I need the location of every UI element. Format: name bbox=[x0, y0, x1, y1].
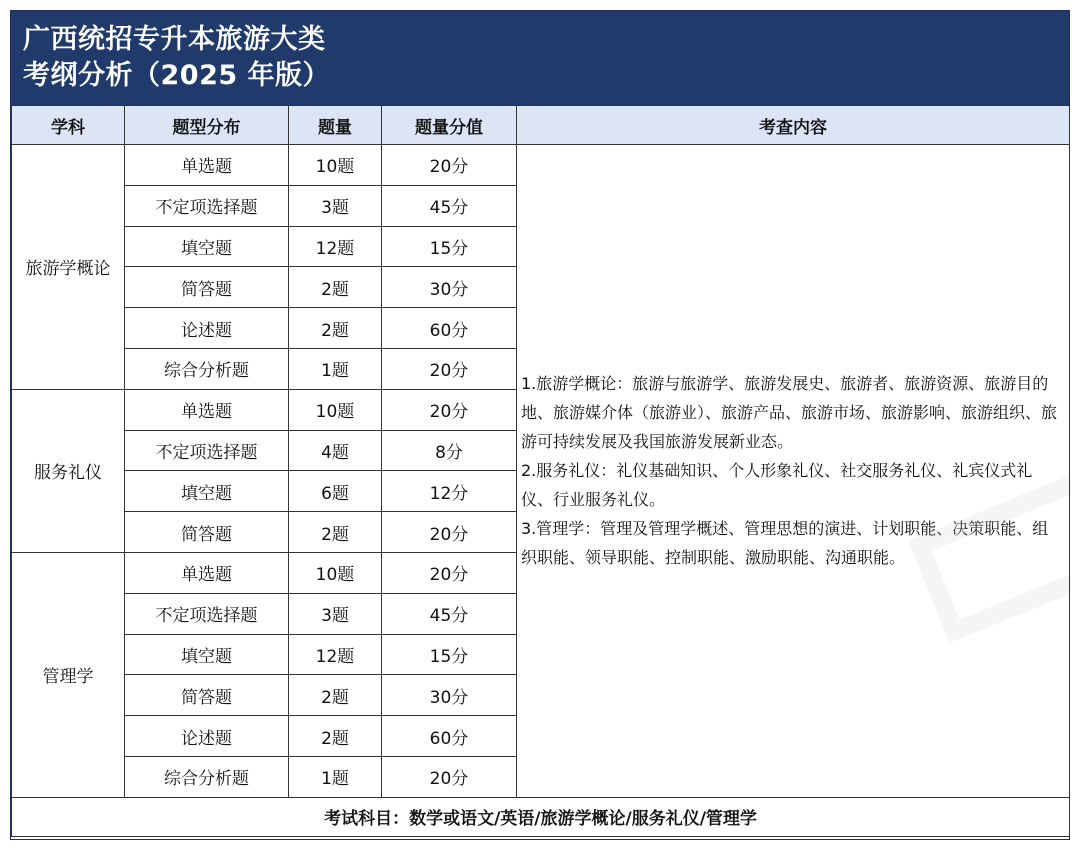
count-cell: 1题 bbox=[289, 756, 382, 797]
header-subject: 学科 bbox=[12, 106, 125, 145]
exam-outline-table bbox=[11, 105, 1070, 837]
content-paragraph-etiquette: 2.服务礼仪：礼仪基础知识、个人形象礼仪、社交服务礼仪、礼宾仪式礼仪、行业服务礼仪。 bbox=[521, 461, 1033, 510]
content-paragraph-tourism: 1.旅游学概论：旅游与旅游学、旅游发展史、旅游者、旅游资源、旅游目的地、旅游媒介体（旅游业）、旅游产品、旅游市场、旅游影响、旅游组织、旅游可持续发展及我国旅游发展新业态。 bbox=[521, 374, 1058, 452]
score-cell: 30分 bbox=[382, 267, 517, 308]
count-cell: 10题 bbox=[289, 145, 382, 186]
question-type-cell: 论述题 bbox=[125, 716, 289, 757]
count-cell: 4题 bbox=[289, 430, 382, 471]
score-cell: 20分 bbox=[382, 512, 517, 553]
count-cell: 2题 bbox=[289, 512, 382, 553]
header-row bbox=[12, 106, 1070, 145]
score-cell: 20分 bbox=[382, 145, 517, 186]
count-cell: 2题 bbox=[289, 675, 382, 716]
score-cell: 45分 bbox=[382, 593, 517, 634]
count-cell: 3题 bbox=[289, 593, 382, 634]
question-type-cell: 综合分析题 bbox=[125, 348, 289, 389]
score-cell: 60分 bbox=[382, 308, 517, 349]
question-type-cell: 不定项选择题 bbox=[125, 593, 289, 634]
content-cell bbox=[517, 145, 1070, 798]
question-type-cell: 填空题 bbox=[125, 634, 289, 675]
outline-frame bbox=[10, 10, 1070, 840]
question-type-cell: 简答题 bbox=[125, 675, 289, 716]
exam-subjects-footer: 考试科目：数学或语文/英语/旅游学概论/服务礼仪/管理学 bbox=[12, 797, 1070, 836]
count-cell: 2题 bbox=[289, 716, 382, 757]
score-cell: 20分 bbox=[382, 389, 517, 430]
score-cell: 45分 bbox=[382, 185, 517, 226]
count-cell: 2题 bbox=[289, 308, 382, 349]
score-cell: 20分 bbox=[382, 756, 517, 797]
score-cell: 8分 bbox=[382, 430, 517, 471]
question-type-cell: 简答题 bbox=[125, 512, 289, 553]
table-row bbox=[12, 145, 1070, 186]
question-type-cell: 论述题 bbox=[125, 308, 289, 349]
score-cell: 15分 bbox=[382, 634, 517, 675]
question-type-cell: 综合分析题 bbox=[125, 756, 289, 797]
question-type-cell: 不定项选择题 bbox=[125, 430, 289, 471]
question-type-cell: 单选题 bbox=[125, 389, 289, 430]
score-cell: 60分 bbox=[382, 716, 517, 757]
count-cell: 12题 bbox=[289, 226, 382, 267]
question-type-cell: 单选题 bbox=[125, 552, 289, 593]
footer-row bbox=[12, 797, 1070, 836]
count-cell: 6题 bbox=[289, 471, 382, 512]
score-cell: 15分 bbox=[382, 226, 517, 267]
question-type-cell: 填空题 bbox=[125, 226, 289, 267]
title-line-2: 考纲分析（2025 年版） bbox=[23, 60, 331, 91]
question-type-cell: 单选题 bbox=[125, 145, 289, 186]
score-cell: 20分 bbox=[382, 552, 517, 593]
count-cell: 10题 bbox=[289, 552, 382, 593]
header-content: 考查内容 bbox=[517, 106, 1070, 145]
header-question-type: 题型分布 bbox=[125, 106, 289, 145]
count-cell: 2题 bbox=[289, 267, 382, 308]
score-cell: 12分 bbox=[382, 471, 517, 512]
header-count: 题量 bbox=[289, 106, 382, 145]
header-score: 题量分值 bbox=[382, 106, 517, 145]
count-cell: 12题 bbox=[289, 634, 382, 675]
content-paragraph-management: 3.管理学：管理及管理学概述、管理思想的演进、计划职能、决策职能、组织职能、领导职能、控制职能、激励职能、沟通职能。 bbox=[521, 519, 1049, 568]
subject-cell-etiquette: 服务礼仪 bbox=[12, 389, 125, 552]
subject-cell-tourism: 旅游学概论 bbox=[12, 145, 125, 390]
score-cell: 20分 bbox=[382, 348, 517, 389]
question-type-cell: 填空题 bbox=[125, 471, 289, 512]
count-cell: 3题 bbox=[289, 185, 382, 226]
count-cell: 10题 bbox=[289, 389, 382, 430]
title-line-1: 广西统招专升本旅游大类 bbox=[23, 24, 326, 55]
question-type-cell: 简答题 bbox=[125, 267, 289, 308]
title-banner bbox=[11, 11, 1069, 105]
count-cell: 1题 bbox=[289, 348, 382, 389]
subject-cell-management: 管理学 bbox=[12, 552, 125, 797]
question-type-cell: 不定项选择题 bbox=[125, 185, 289, 226]
score-cell: 30分 bbox=[382, 675, 517, 716]
